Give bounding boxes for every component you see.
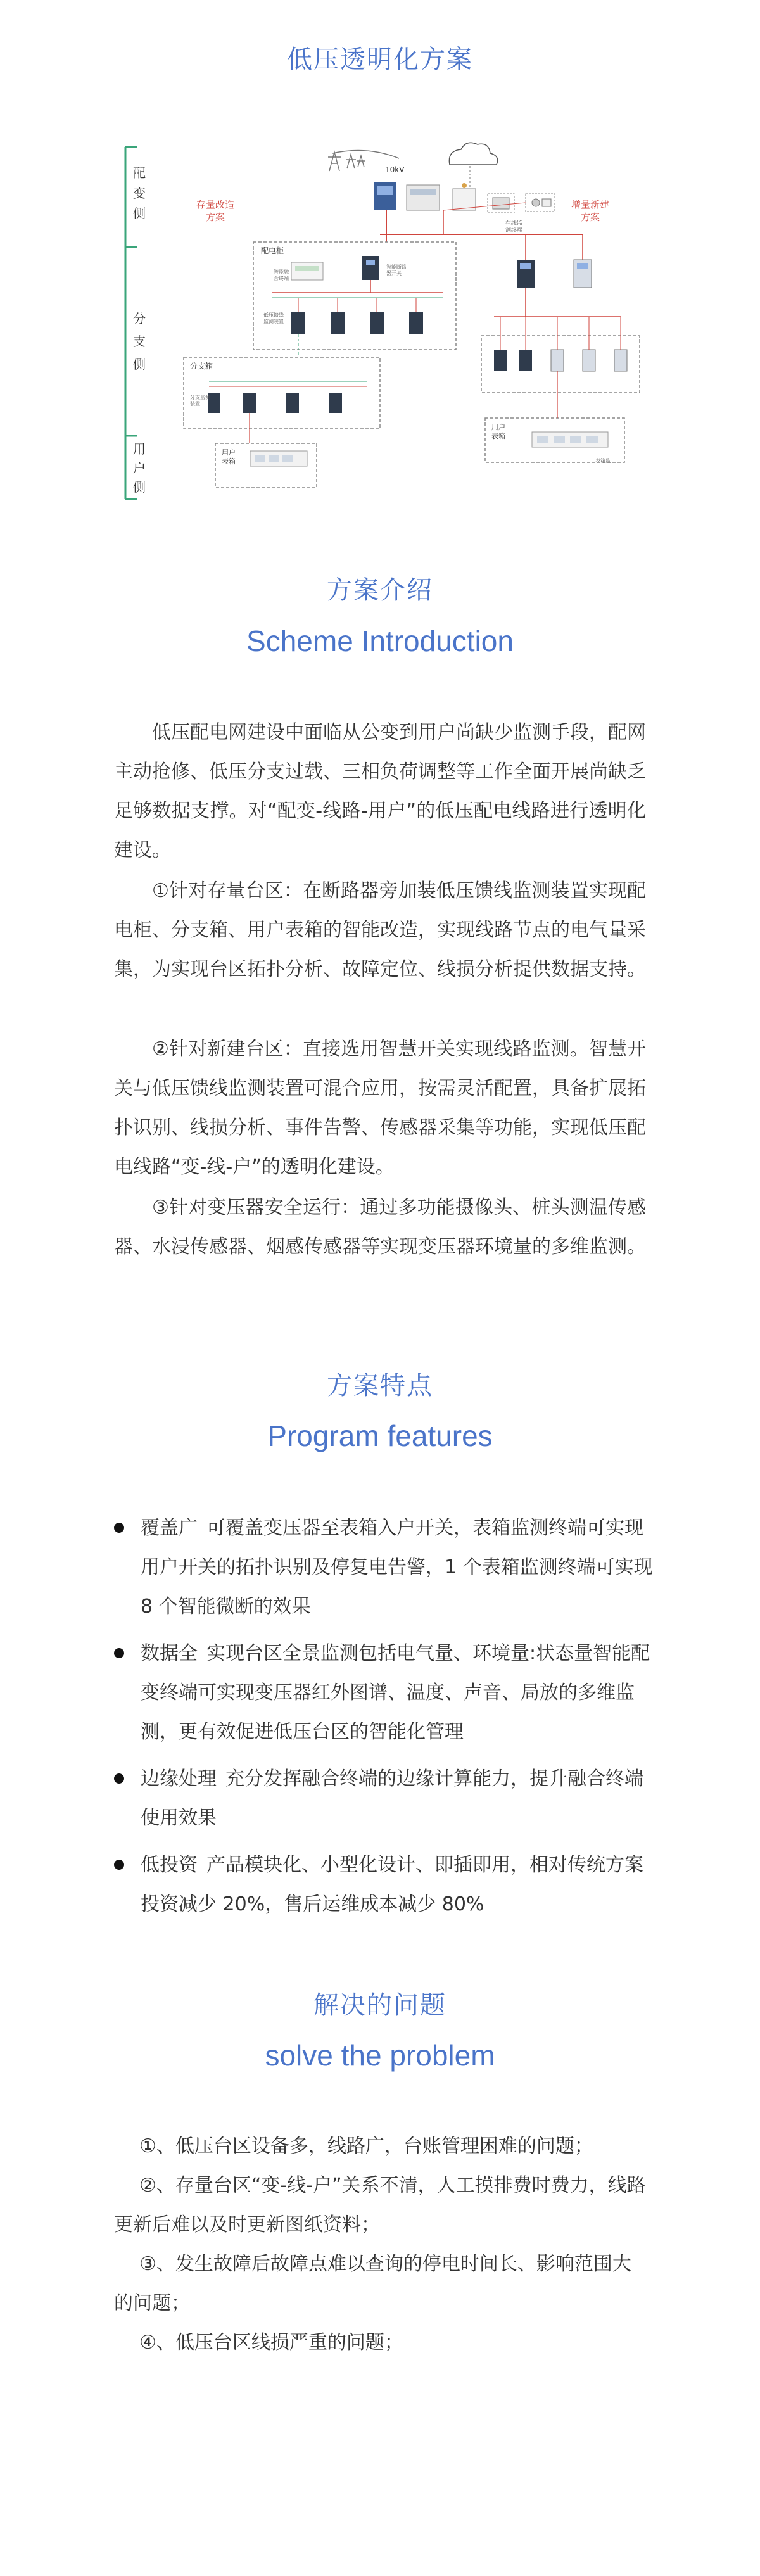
new-branch-switches: [494, 350, 627, 371]
problem-item: ③、发生故障后故障点难以查询的停电时间长、影响范围大的问题；: [114, 2253, 631, 2314]
right-tag-line1: 增量新建: [571, 199, 610, 210]
intro-title-cn: 方案介绍: [327, 576, 433, 605]
feature-text: 实现台区全景监测包括电气量、环境量:状态量智能配变终端可实现变压器红外图谱、温度、声音、局放的多维监测，更有效促进低压台区的智能化管理: [141, 1642, 650, 1743]
problems-list: [114, 2127, 646, 2363]
side-label-2: 变: [133, 186, 146, 201]
side-label-3: 侧: [133, 206, 146, 221]
bullet-dot-icon: [114, 1860, 124, 1870]
problem-item: ②、存量台区“变-线-户”关系不清，人工摸排费时费力，线路更新后难以及时更新图纸资料；: [114, 2174, 646, 2236]
user-box-left-label2: 表箱: [222, 457, 236, 466]
feature-head: 低投资: [141, 1854, 198, 1876]
intro-paragraph-2: ①针对存量台区：在断路器旁加装低压馈线监测装置实现配电柜、分支箱、用户表箱的智能改造，实现线路节点的电气量采集，为实现台区拓扑分析、故障定位、线损分析提供数据支持。: [114, 880, 646, 980]
new-switch-1: [517, 260, 535, 288]
online-monitor-label1: 在线监: [505, 220, 523, 227]
features-title-cn: 方案特点: [327, 1371, 433, 1400]
problems-title-cn: 解决的问题: [314, 1991, 446, 2020]
branch-box-label: 分支箱: [190, 362, 213, 371]
user-box-right-label2: 表箱: [491, 432, 505, 440]
feature-head: 数据全: [141, 1642, 198, 1665]
problem-item: ④、低压台区线损严重的问题；: [139, 2332, 403, 2354]
feature-item: [114, 1509, 659, 1627]
switch-label2: 器开关: [386, 270, 402, 276]
cabinet-breakers: [291, 298, 423, 334]
left-tag-line2: 方案: [206, 212, 225, 223]
side-label-1: 配: [133, 165, 146, 181]
intro-paragraph-1: 低压配电网建设中面临从公变到用户尚缺少监测手段，配网主动抢修、低压分支过载、三相负荷调整等工作全面开展尚缺乏足够数据支撑。对“配变-线路-用户”的低压配电线路进行透明化建设。: [114, 721, 646, 861]
meter-row-right: [532, 432, 608, 447]
online-monitor-label2: 测终端: [505, 227, 523, 234]
router-device: [453, 183, 476, 210]
branch-label2: 装置: [190, 401, 200, 407]
feature-head: 覆盖广: [141, 1517, 198, 1539]
left-tag-line1: 存量改造: [196, 199, 235, 210]
page-title: 低压透明化方案: [287, 45, 473, 74]
fusion-label1: 智能融: [274, 269, 289, 275]
distribution-cabinet-box: [253, 242, 456, 350]
meter-row-left: [250, 451, 307, 466]
new-switch-2: [574, 260, 592, 288]
feature-item: [114, 1634, 659, 1752]
bullet-dot-icon: [114, 1773, 124, 1784]
switch-label1: 智能断路: [386, 264, 407, 270]
problems-title-en: solve the problem: [265, 2039, 495, 2072]
intro-paragraph-4: ③针对变压器安全运行：通过多功能摄像头、桩头测温传感器、水浸传感器、烟感传感器等实现变压器环境量的多维监测。: [114, 1196, 646, 1258]
bullet-dot-icon: [114, 1523, 124, 1533]
bullet-dot-icon: [114, 1648, 124, 1658]
topology-diagram: [114, 127, 659, 519]
feature-head: 边缘处理: [141, 1768, 217, 1790]
feature-text: 产品模块化、小型化设计、即插即用，相对传统方案投资减少 20%，售后运维成本减少 80%: [141, 1854, 643, 1915]
side-label-9: 侧: [133, 479, 146, 495]
features-list: [114, 1509, 659, 1932]
side-label-5: 支: [133, 334, 146, 349]
user-box-right-label1: 用户: [491, 423, 505, 431]
feeder-monitor-device: [291, 262, 323, 280]
feature-text: 充分发挥融合终端的边缘计算能力，提升融合终端使用效果: [141, 1768, 643, 1829]
branch-label1: 分支监测: [190, 395, 210, 400]
right-tag-line2: 方案: [581, 212, 600, 223]
feeder-label1: 低压馈线: [263, 312, 284, 318]
intro-paragraph-3: ②针对新建台区：直接选用智慧开关实现线路监测。智慧开关与低压馈线监测装置可混合应用，按需灵活配置，具备扩展拓扑识别、线损分析、事件告警、传感器采集等功能，实现低压配电线路“变-线-户”的透明化建设。: [114, 1038, 646, 1178]
main-breaker-icon: [362, 256, 379, 280]
voltage-label: 10kV: [385, 165, 405, 174]
feeder-label2: 监测装置: [263, 319, 284, 324]
problem-item: ①、低压台区设备多，线路广，台账管理困难的问题；: [139, 2135, 593, 2157]
distribution-cabinet-label: 配电柜: [261, 246, 284, 255]
feature-item: [114, 1760, 659, 1838]
side-label-4: 分: [133, 311, 146, 326]
feature-item: [114, 1846, 659, 1924]
branch-breakers: [208, 393, 342, 413]
user-box-left-label1: 用户: [222, 448, 236, 457]
transformer-icon: [374, 182, 396, 210]
fusion-label2: 合终端: [274, 276, 289, 281]
feature-text: 可覆盖变压器至表箱入户开关，表箱监测终端可实现用户开关的拓扑识别及停复电告警，1 个表箱监测终端可实现 8 个智能微断的效果: [141, 1517, 653, 1618]
online-monitor-device: [488, 194, 514, 213]
intro-title-en: Scheme Introduction: [246, 625, 514, 657]
features-title-en: Program features: [267, 1419, 493, 1452]
fusion-terminal-device: [407, 185, 440, 210]
side-label-8: 户: [133, 460, 146, 476]
side-label-6: 侧: [133, 357, 146, 372]
side-label-7: 用: [133, 441, 146, 457]
cloud-icon: [449, 143, 497, 189]
sensor-device: [526, 194, 555, 212]
meter-monitor-label1: 表箱监: [595, 458, 611, 464]
